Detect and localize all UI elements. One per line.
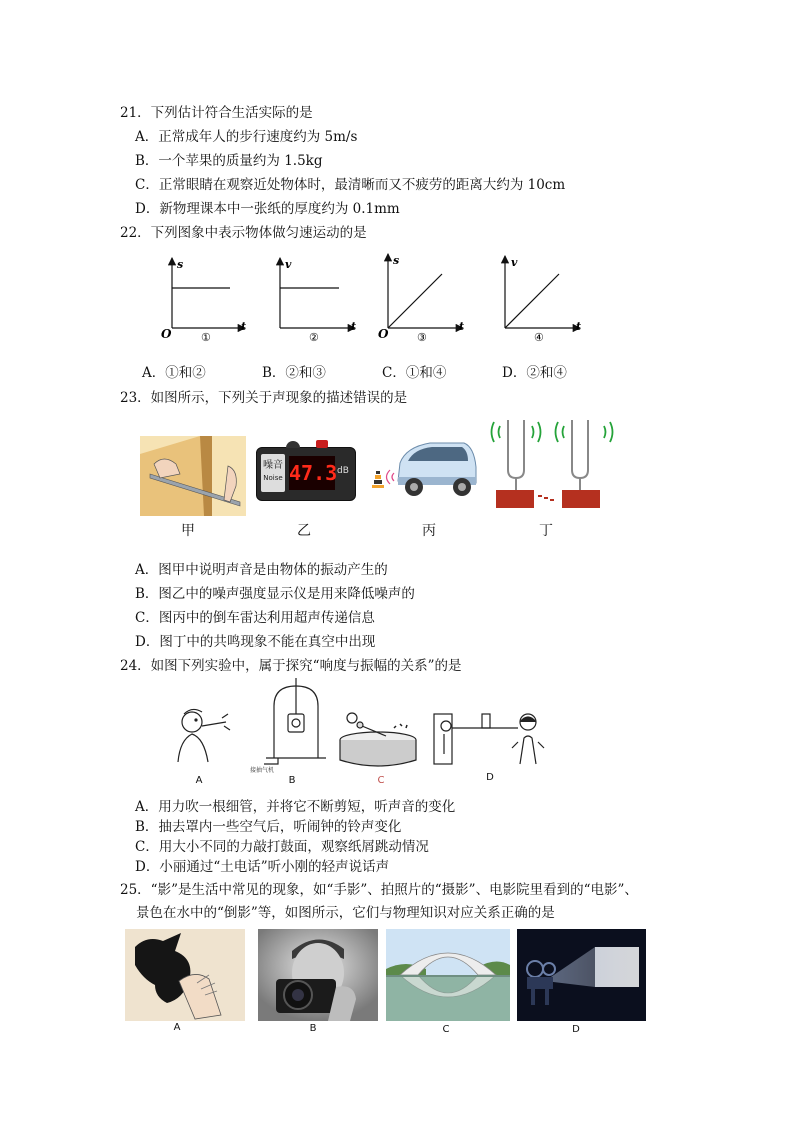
q25-image-c-bridge-reflection [386, 929, 510, 1021]
graph-4-ylabel: v [511, 256, 518, 269]
q23-stem: 23．如图所示，下列关于声现象的描述错误的是 [120, 390, 408, 406]
graph-4 [505, 256, 581, 344]
q21-option-a: A．正常成年人的步行速度约为 5m/s [135, 129, 358, 145]
meter-alarm-light-icon [316, 440, 328, 448]
q23-image-car [368, 437, 480, 501]
q24-option-a: A．用力吹一根细管，并将它不断剪短，听声音的变化 [135, 799, 456, 815]
q25-image-a-hand-shadow [125, 929, 245, 1021]
graph-2-xlabel: t [351, 320, 357, 333]
q23-option-d: D．图丁中的共鸣现象不能在真空中出现 [135, 634, 376, 650]
q25-caption-a: A [173, 1022, 181, 1033]
q22-option-b: B．②和③ [262, 365, 326, 381]
q23-option-b: B．图乙中的噪声强度显示仪是用来降低噪声的 [135, 586, 415, 602]
graph-1 [161, 258, 246, 344]
q25-image-d-projector [517, 929, 646, 1021]
meter-value: 47.3 [289, 456, 335, 490]
graph-2 [280, 258, 356, 344]
q21-option-d: D．新物理课本中一张纸的厚度约为 0.1mm [135, 201, 400, 217]
q22-stem: 22．下列图象中表示物体做匀速运动的是 [120, 225, 367, 241]
graph-1-origin: O [161, 327, 172, 341]
q21-stem: 21．下列估计符合生活实际的是 [120, 105, 313, 121]
q24-images [166, 678, 558, 774]
q24-caption-c: C [377, 775, 385, 786]
q24-stem: 24．如图下列实验中，属于探究“响度与振幅的关系”的是 [120, 658, 462, 674]
q24-option-b: B．抽去罩内一些空气后，听闹钟的铃声变化 [135, 819, 402, 835]
q22-graphs [155, 248, 595, 348]
q24-option-d: D．小丽通过“土电话”听小刚的轻声说话声 [135, 859, 390, 875]
q24-caption-a: A [195, 775, 203, 786]
q23-option-a: A．图甲中说明声音是由物体的振动产生的 [135, 562, 388, 578]
graph-1-xlabel: t [241, 320, 247, 333]
q25-caption-d: D [572, 1024, 580, 1035]
meter-mic-icon [286, 441, 300, 448]
graph-3-origin: O [378, 327, 389, 341]
q23-caption-yi: 乙 [297, 523, 311, 539]
q25-caption-c: C [442, 1024, 450, 1035]
graph-2-ylabel: v [285, 258, 292, 271]
meter-unit: dB [337, 466, 349, 476]
q24-pump-label: 接抽气机 [250, 767, 275, 774]
q21-option-c: C．正常眼睛在观察近处物体时，最清晰而又不疲劳的距离大约为 10cm [135, 177, 566, 193]
q25-image-b-photographer [258, 929, 378, 1021]
q23-image-tuning-forks [488, 412, 616, 512]
graph-3-xlabel: t [459, 320, 465, 333]
graph-4-xlabel: t [576, 320, 582, 333]
q24-image-b-bell-jar [264, 678, 326, 764]
graph-3 [378, 254, 464, 344]
q23-caption-jia: 甲 [181, 523, 195, 539]
meter-label-en: Noise [263, 474, 283, 482]
graph-2-number: ② [309, 331, 319, 344]
q23-option-c: C．图丙中的倒车雷达利用超声传递信息 [135, 610, 375, 626]
q23-image-noise-meter [256, 447, 356, 501]
graph-1-ylabel: s [177, 258, 184, 271]
q24-caption-d: D [486, 772, 494, 783]
q25-stem-line1: 25．“影”是生活中常见的现象，如“手影”、拍照片的“摄影”、电影院里看到的“电影”、 [120, 882, 638, 898]
q21-option-b: B．一个苹果的质量约为 1.5kg [135, 153, 323, 169]
q25-stem-line2: 景色在水中的“倒影”等，如图所示，它们与物理知识对应关系正确的是 [136, 905, 555, 921]
q23-image-ruler [140, 436, 246, 516]
graph-3-number: ③ [417, 331, 427, 344]
q24-image-a-straw [178, 709, 230, 762]
q22-option-d: D．②和④ [502, 365, 567, 381]
meter-label-cn: 噪音 [263, 460, 283, 471]
graph-1-number: ① [201, 331, 211, 344]
q24-image-d-string-phone [434, 714, 544, 764]
q23-caption-ding: 丁 [539, 523, 553, 539]
q24-option-c: C．用大小不同的力敲打鼓面，观察纸屑跳动情况 [135, 839, 429, 855]
q23-caption-bing: 丙 [422, 523, 436, 539]
q22-option-a: A．①和② [142, 365, 206, 381]
graph-4-number: ④ [534, 331, 544, 344]
q22-option-c: C．①和④ [382, 365, 447, 381]
q24-caption-b: B [288, 775, 296, 786]
graph-3-ylabel: s [393, 254, 400, 267]
q25-caption-b: B [309, 1023, 317, 1034]
q24-image-c-drum [340, 713, 416, 766]
